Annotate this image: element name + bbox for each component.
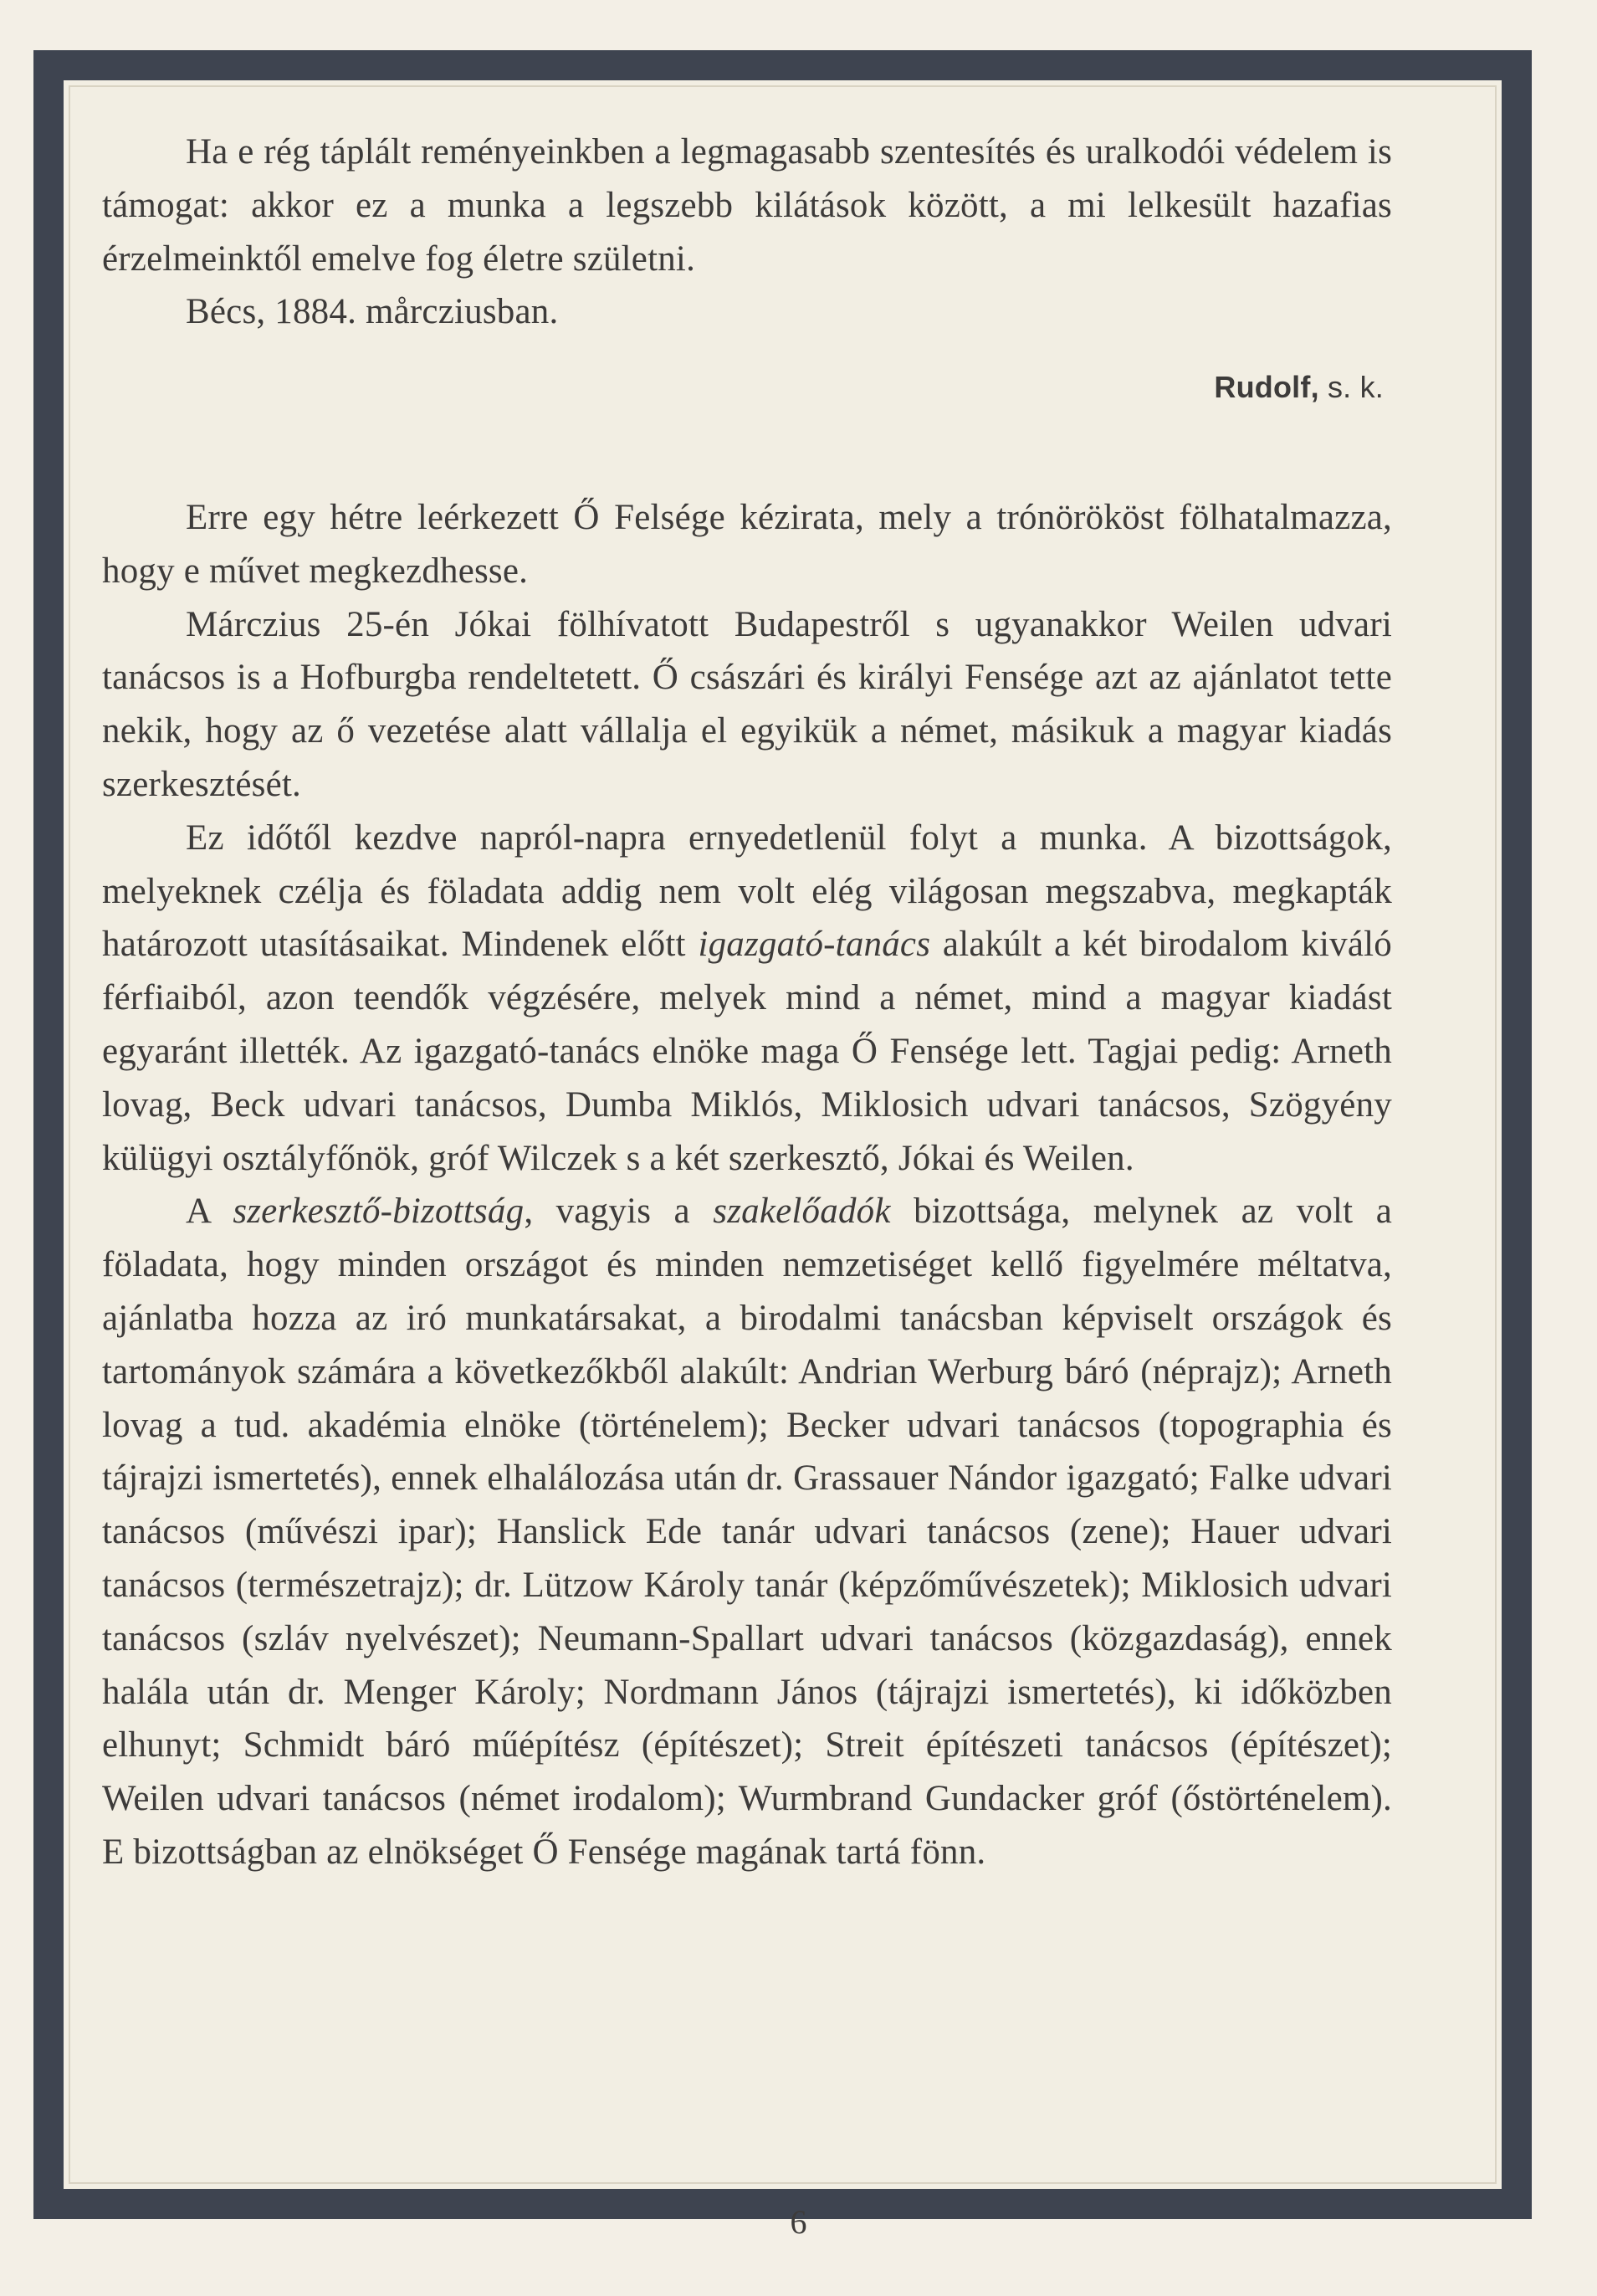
paragraph-5-italic2: szakelőadók: [713, 1192, 891, 1232]
paragraph-4-part2: alakúlt a két birodalom kiváló férfiaiból, azon teendők végzésére, melyek mind a német, mind a magyar kiadást egyaránt illették. Az igazgató-tanács elnöke maga Ő Fensége lett. Tagjai pedig: Arneth lovag, Beck udvari tanácsos, Dumba Miklós, Miklosich udvari tanácsos, Szögyény külügyi osztályfőnök, gróf Wilczek s a két szerkesztő, Jókai és Weilen.: [102, 925, 1393, 1178]
page-number: 6: [790, 2203, 807, 2241]
paragraph-3: Márczius 25-én Jókai fölhívatott Budapestről s ugyanakkor Weilen udvari tanácsos is a Hofburgba rendeltetett. Ő császári és királyi Fensége azt az ajánlatot tette nekik, hogy az ő vezetése alatt vállalja el egyikük a német, másikuk a magyar kiadás szerkesztését.: [102, 604, 1392, 804]
paragraph-5-part1: A: [186, 1192, 210, 1232]
paragraph-4: [102, 812, 1392, 1186]
signature-suffix: s. k.: [1327, 370, 1384, 405]
paragraph-5-part2: , vagyis a: [524, 1192, 690, 1232]
paragraph-4-italic1: igazgató-tanács: [698, 925, 931, 965]
signature-name: Rudolf,: [1214, 370, 1319, 405]
paragraph-2: Erre egy hétre leérkezett Ő Felsége kézirata, mely a trónörököst fölhatalmazza, hogy e művet megkezdhesse.: [102, 497, 1392, 591]
paragraph-4-part1: Ez időtől kezdve napról-napra ernyedetlenül folyt a munka. A bizottságok, melyeknek czélja és föladata addig nem volt elég világosan megszabva, megkapták határozott utasításaikat. Mindenek előtt: [102, 817, 1392, 965]
paragraph-5: [102, 1185, 1392, 1878]
main-section: [102, 491, 1392, 1879]
paragraph-5-part3: bizottsága, melynek az volt a föladata, hogy minden országot és minden nemzetiséget kellő figyelmére méltatva, ajánlatba hozza az iró munkatársakat, a birodalmi tanácsban képviselt országok és tartományok számára a következőkből alakúlt: Andrian Werburg báró (néprajz); Arneth lovag a tud. akadémia elnöke (történelem); Becker udvari tanácsos (topographia és tájrajzi ismertetés), ennek elhalálozása után dr. Grassauer Nándor igazgató; Falke udvari tanácsos (művészi ipar); Hanslick Ede tanár udvari tanácsos (zene); Hauer udvari tanácsos (természetrajz); dr. Lützow Károly tanár (képzőművészetek); Miklosich udvari tanácsos (szláv nyelvészet); Neumann-Spallart udvari tanácsos (közgazdaság), ennek halála után dr. Menger Károly; Nordmann János (tájrajzi ismertetés), ki időközben elhunyt; Schmidt báró műépítész (építészet); Streit építészeti tanácsos (építészet); Weilen udvari tanácsos (német irodalom); Wurmbrand Gundacker gróf (őstörténelem). E bizottságban az elnökséget Ő Fensége magának tartá fönn.: [102, 1192, 1393, 1872]
paragraph-5-italic1: szerkesztő-bizottság: [233, 1192, 525, 1232]
place-date: Bécs, 1884. mårcziusban.: [186, 292, 559, 332]
text-block: [102, 126, 1392, 1879]
signature: [102, 361, 1392, 414]
intro-paragraph: Ha e rég táplált reményeinkben a legmagasabb szentesítés és uralkodói védelem is támogat: akkor ez a munka a legszebb kilátások között, a mi lelkesült hazafias érzelmeinktől emelve fog életre születni.: [102, 132, 1392, 279]
